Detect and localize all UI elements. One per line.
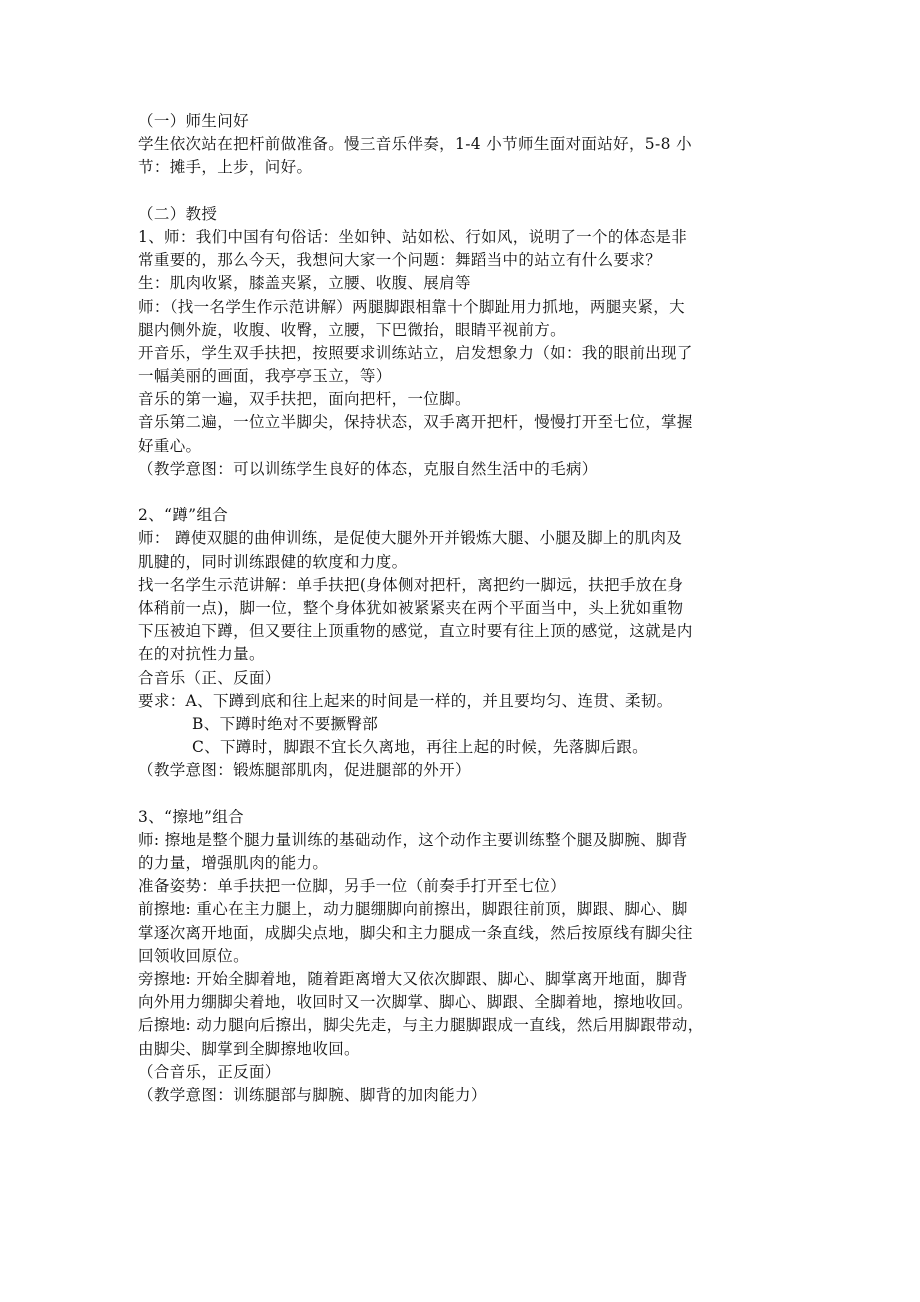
paragraph-line: 合音乐（正、反面） [138, 668, 281, 687]
paragraph-line: 向外用力绷脚尖着地，收回时又一次脚掌、脚心、脚跟、全脚着地，擦地收回。 [138, 993, 693, 1012]
paragraph-line: 音乐的第一遍，双手扶把，面向把杆，一位脚。 [138, 390, 471, 409]
blank-line [138, 481, 788, 504]
paragraph-line: 节：摊手，上步，问好。 [138, 158, 313, 177]
paragraph-line: 好重心。 [138, 436, 202, 455]
paragraph-line: 准备姿势：单手扶把一位脚，另手一位（前奏手打开至七位） [138, 877, 566, 896]
teaching-intent-note: （教学意图：训练腿部与脚腕、脚背的加肉能力） [138, 1085, 487, 1104]
paragraph-line: （合音乐，正反面） [138, 1062, 281, 1081]
paragraph-line: 后擦地: 动力腿向后擦出，脚尖先走，与主力腿脚跟成一直线，然后用脚跟带动， [138, 1016, 704, 1035]
paragraph-line: 由脚尖、脚掌到全脚擦地收回。 [138, 1039, 360, 1058]
paragraph-line: 的力量，增强肌肉的能力。 [138, 854, 329, 872]
paragraph-line: 常重要的，那么今天，我想问大家一个问题：舞蹈当中的站立有什么要求？ [138, 251, 662, 270]
paragraph-line: 腿内侧外旋，收腹、收臀，立腰，下巴微抬，眼睛平视前方。 [138, 320, 566, 339]
paragraph-line: 师： 蹲使双腿的曲伸训练，是促使大腿外开并锻炼大腿、小腿及脚上的肌肉及 [138, 529, 683, 548]
requirement-line: 要求：A、下蹲到底和往上起来的时间是一样的，并且要均匀、连贯、柔韧。 [138, 691, 673, 710]
paragraph-line: 音乐第二遍，一位立半脚尖，保持状态，双手离开把杆，慢慢打开至七位，掌握 [138, 413, 693, 432]
paragraph-line: 生：肌肉收紧，膝盖夹紧，立腰、收腹、展肩等 [138, 274, 471, 293]
paragraph-line: 旁擦地: 开始全脚着地，随着距离增大又依次脚跟、脚心、脚掌离开地面，脚背 [138, 969, 688, 988]
blank-line [138, 782, 788, 805]
requirement-line: B、下蹲时绝对不要撅臀部 [192, 714, 379, 733]
paragraph-line: 掌逐次离开地面，成脚尖点地，脚尖和主力腿成一条直线，然后按原线有脚尖往 [138, 923, 693, 942]
paragraph-line: 找一名学生示范讲解：单手扶把(身体侧对把杆，离把约一脚远，扶把手放在身 [138, 575, 684, 594]
section-heading-tendu: 3、“擦地”组合 [138, 807, 245, 826]
paragraph-line: 前擦地: 重心在主力腿上，动力腿绷脚向前擦出，脚跟往前顶，脚跟、脚心、脚 [138, 900, 688, 919]
paragraph-line: 在的对抗性力量。 [138, 645, 265, 664]
paragraph-line: 一幅美丽的画面，我亭亭玉立，等） [138, 367, 392, 386]
paragraph-line: 学生依次站在把杆前做准备。慢三音乐伴奏，1-4 小节师生面对面站好，5-8 小 [138, 135, 692, 154]
requirement-line: C、下蹲时，脚跟不宜长久离地，再往上起的时候，先落脚后跟。 [192, 738, 649, 757]
paragraph-line: 开音乐，学生双手扶把，按照要求训练站立，启发想象力（如：我的眼前出现了 [138, 343, 693, 362]
paragraph-line: 下压被迫下蹲，但又要往上顶重物的感觉，直立时要有往上顶的感觉，这就是内 [138, 622, 693, 641]
teaching-intent-note: （教学意图：可以训练学生良好的体态，克服自然生活中的毛病） [138, 459, 598, 478]
paragraph-line: 1、师：我们中国有句俗话：坐如钟、站如松、行如风，说明了一个的体态是非 [138, 227, 688, 246]
section-heading-greeting: （一）师生问好 [138, 112, 249, 130]
section-heading-teaching: （二）教授 [138, 204, 218, 223]
paragraph-line: 师：（找一名学生作示范讲解）两腿脚跟相靠十个脚趾用力抓地，两腿夹紧，大 [138, 297, 686, 316]
section-heading-squat: 2、“蹲”组合 [138, 506, 229, 525]
paragraph-line: 体稍前一点)，脚一位，整个身体犹如被紧紧夹在两个平面当中，头上犹如重物 [138, 598, 684, 617]
paragraph-line: 肌腱的，同时训练跟健的软度和力度。 [138, 552, 408, 571]
document-body [138, 110, 788, 1107]
paragraph-line: 师: 擦地是整个腿力量训练的基础动作，这个动作主要训练整个腿及脚腕、脚背 [138, 830, 688, 849]
blank-line [138, 180, 788, 203]
teaching-intent-note: （教学意图：锻炼腿部肌肉，促进腿部的外开） [138, 761, 471, 780]
paragraph-line: 回领收回原位。 [138, 946, 249, 965]
